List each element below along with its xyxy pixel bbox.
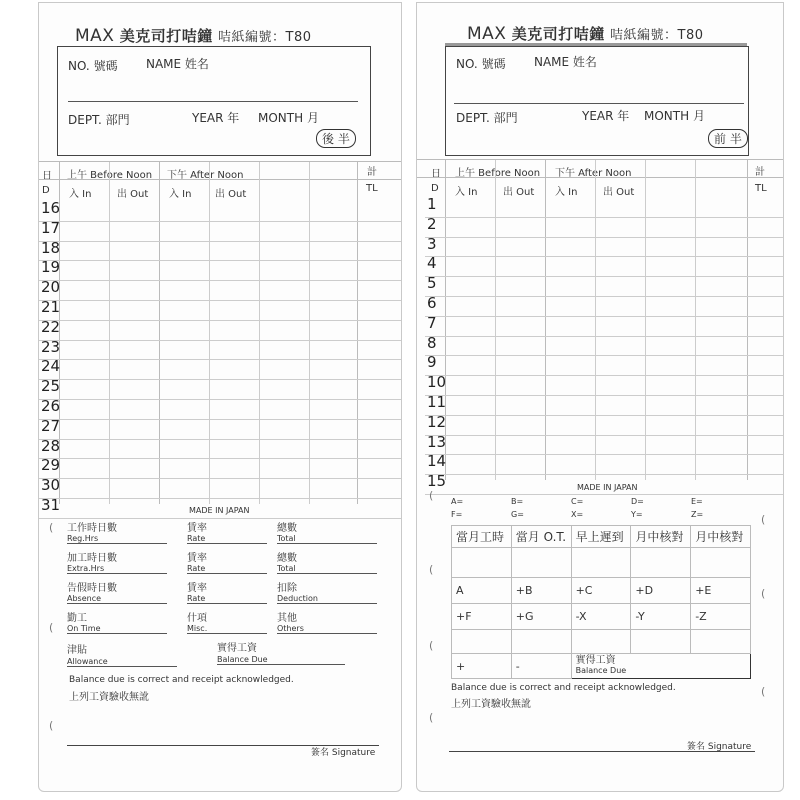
monthly-summary-table [451,525,751,679]
pay-label-en: Total [277,534,377,544]
pay-label-cn: 告假時日數 [67,583,117,594]
pay-label-en: Rate [187,594,267,604]
name-line [454,103,744,104]
summary-cell: +G [511,604,571,630]
day-number: 9 [427,353,437,372]
summary-header: 當月 O.T. [511,526,571,548]
day-row [425,313,783,337]
day-number: 2 [427,214,437,233]
day-number: 7 [427,313,437,332]
summary-cell: A [452,578,512,604]
pay-label-en: Misc. [187,624,267,634]
out-header-1: 出 Out [503,187,535,198]
punch-hole-mark: ( [761,513,766,526]
ack-text-cn: 上列工資驗收無訛 [69,692,149,703]
pay-label-cn: 總數 [277,553,297,564]
balance-cn: 實得工資 [217,643,257,654]
out-header-2: 出 Out [603,187,635,198]
day-number: 24 [41,357,61,376]
summary-cell: +E [691,578,751,604]
in-header-1: 入 In [455,187,478,198]
day-number: 27 [41,416,61,435]
pay-label-cn: 什項 [187,613,207,624]
formula-label: X= [571,510,584,519]
summary-row [452,604,751,630]
punch-hole-mark: ( [429,489,434,502]
pay-label-en: Rate [187,534,267,544]
pay-row [67,549,387,579]
formula-label: Y= [631,510,643,519]
brand-cn-text: 美克司打咭鐘 [119,27,213,45]
dept-label: DEPT. 部門 [456,111,518,125]
balance-due-cell [571,654,750,679]
total-col-en: TL [755,183,767,194]
day-number: 15 [427,472,447,491]
day-row [39,278,401,301]
day-col-en: D [42,185,50,196]
punch-hole-mark: ( [429,563,434,576]
header-box [57,46,371,156]
no-label: NO. 號碼 [68,59,118,73]
day-row [425,373,783,396]
summary-cell: -X [571,604,631,630]
day-number: 25 [41,377,61,396]
summary-cell: +C [571,578,631,604]
pay-row-allowance [67,639,387,673]
punch-hole-mark: ( [49,521,54,534]
day-number: 6 [427,293,437,312]
pay-label-en: Others [277,624,377,634]
year-label: YEAR 年 [192,111,240,125]
pay-label-cn: 勤工 [67,613,87,624]
punch-hole-mark: ( [429,711,434,724]
no-label: NO. 號碼 [456,57,506,71]
day-row [425,353,783,376]
summary-cell: +B [511,578,571,604]
in-header-1: 入 In [69,189,92,200]
pay-row [67,609,387,639]
day-number: 3 [427,234,437,253]
day-row [39,238,401,262]
day-row [39,317,401,341]
summary-header: 早上遲到 [571,526,631,548]
signature-label: 簽名 Signature [687,742,752,752]
pay-label-en: Extra.Hrs [67,564,167,574]
pay-label-cn: 其他 [277,613,297,624]
day-row [425,452,783,475]
day-row [425,214,783,238]
day-number: 23 [41,337,61,356]
time-card-first-half [416,2,784,792]
summary-cell: - [511,654,571,679]
day-row [425,274,783,297]
day-rows [39,199,401,519]
before-noon-header: 上午 Before Noon [455,168,541,179]
day-number: 4 [427,254,437,273]
day-row [425,254,783,277]
day-row [39,456,401,479]
pay-label-cn: 總數 [277,523,297,534]
summary-spacer-row [452,630,751,654]
day-number: 12 [427,412,447,431]
day-row [39,199,401,222]
day-row [425,293,783,317]
month-label: MONTH 月 [258,111,319,125]
summary-balance-row [452,654,751,679]
brand-text: MAX [467,24,507,44]
day-number: 19 [41,258,61,277]
day-number: 16 [41,199,61,217]
pay-label-en: On Time [67,624,167,634]
day-rows [425,195,783,495]
in-header-2: 入 In [555,187,578,198]
formula-label: F= [451,510,463,519]
in-header-2: 入 In [169,189,192,200]
summary-header: 月中核對 [631,526,691,548]
day-number: 30 [41,476,61,495]
summary-cell: + [452,654,512,679]
summary-spacer-row [452,548,751,578]
name-label: NAME 姓名 [534,55,597,69]
day-number: 13 [427,432,447,451]
day-row [425,432,783,456]
punch-hole-mark: ( [761,685,766,698]
total-col-cn: 計 [367,167,377,178]
formula-label: B= [511,497,524,506]
day-number: 1 [427,195,437,213]
year-label: YEAR 年 [582,109,630,123]
day-number: 18 [41,238,61,257]
punch-hole-mark: ( [761,587,766,600]
half-badge: 後 半 [316,129,356,148]
day-row [39,297,401,321]
card-number: 咭紙編號：T80 [610,28,704,43]
pay-label-en: Rate [187,564,267,574]
allowance-en: Allowance [67,657,177,667]
pay-label-cn: 賃率 [187,583,207,594]
day-number: 14 [427,452,447,471]
pay-label-en: Deduction [277,594,377,604]
brand-text: MAX [75,26,115,46]
half-badge: 前 半 [708,129,748,148]
formula-label: C= [571,497,584,506]
day-row [39,258,401,281]
pay-rows [67,519,387,639]
day-col-en: D [431,183,439,194]
name-line [68,101,358,102]
day-row [39,436,401,460]
total-col-en: TL [366,183,378,194]
day-number: 31 [41,495,61,514]
before-noon-header: 上午 Before Noon [67,170,153,181]
brand-cn-text: 美克司打咭鐘 [511,25,605,43]
punch-hole-mark: ( [49,719,54,732]
day-row [425,392,783,416]
day-row [39,357,401,380]
day-number: 21 [41,297,61,316]
balance-cn: 實得工資 [575,655,616,666]
dept-label: DEPT. 部門 [68,113,130,127]
pay-summary [67,519,387,673]
day-number: 22 [41,317,61,336]
formula-label: E= [691,497,703,506]
pay-label-cn: 賃率 [187,523,207,534]
day-row [425,195,783,218]
day-row [425,333,783,357]
after-noon-header: 下午 After Noon [167,170,244,181]
summary-cell: -Z [691,604,751,630]
month-label: MONTH 月 [644,109,705,123]
total-col-cn: 計 [755,167,765,178]
formula-label: A= [451,497,464,506]
day-row [39,396,401,420]
made-in-label: MADE IN JAPAN [189,506,250,515]
after-noon-header: 下午 After Noon [555,168,632,179]
summary-cell: +F [452,604,512,630]
day-number: 11 [427,392,447,411]
formula-label: D= [631,497,644,506]
day-row [39,337,401,361]
day-number: 8 [427,333,437,352]
summary-row [452,578,751,604]
pay-label-en: Absence [67,594,167,604]
header-box [445,46,749,156]
pay-label-cn: 加工時日數 [67,553,117,564]
ack-text-cn: 上列工資驗收無訛 [451,699,531,710]
day-row [425,234,783,258]
signature-label: 簽名 Signature [311,748,376,758]
time-card-second-half [38,2,402,792]
ack-text-en: Balance due is correct and receipt acknowledged. [69,675,294,685]
punch-hole-mark: ( [49,621,54,634]
day-col-cn: 日 [431,169,441,180]
day-number: 20 [41,278,61,297]
card-title [75,25,312,46]
allowance-cn: 津貼 [67,645,87,656]
punch-hole-mark: ( [429,639,434,652]
formula-label: Z= [691,510,704,519]
name-label: NAME 姓名 [146,57,209,71]
balance-en: Balance Due [575,666,627,675]
pay-label-en: Reg.Hrs [67,534,167,544]
day-number: 5 [427,274,437,293]
pay-row [67,519,387,549]
day-number: 29 [41,456,61,475]
summary-cell: +D [631,578,691,604]
card-title [467,23,704,44]
day-row [425,412,783,436]
pay-row [67,579,387,609]
made-in-label: MADE IN JAPAN [577,483,638,492]
day-number: 26 [41,396,61,415]
summary-header: 當月工時 [452,526,512,548]
card-number: 咭紙編號：T80 [218,30,312,45]
formula-label: G= [511,510,524,519]
summary-header: 月中核對 [691,526,751,548]
summary-cell: -Y [631,604,691,630]
pay-label-cn: 扣除 [277,583,297,594]
pay-label-en: Total [277,564,377,574]
day-row [39,416,401,440]
day-row [39,377,401,400]
day-row [39,476,401,499]
day-row [39,218,401,242]
day-number: 10 [427,373,447,392]
day-number: 17 [41,218,61,237]
balance-en: Balance Due [217,655,345,665]
day-number: 28 [41,436,61,455]
pay-label-cn: 工作時日數 [67,523,117,534]
out-header-2: 出 Out [215,189,247,200]
summary-header-row [452,526,751,548]
ack-text-en: Balance due is correct and receipt acknowledged. [451,683,676,693]
out-header-1: 出 Out [117,189,149,200]
pay-label-cn: 賃率 [187,553,207,564]
day-col-cn: 日 [42,171,52,182]
